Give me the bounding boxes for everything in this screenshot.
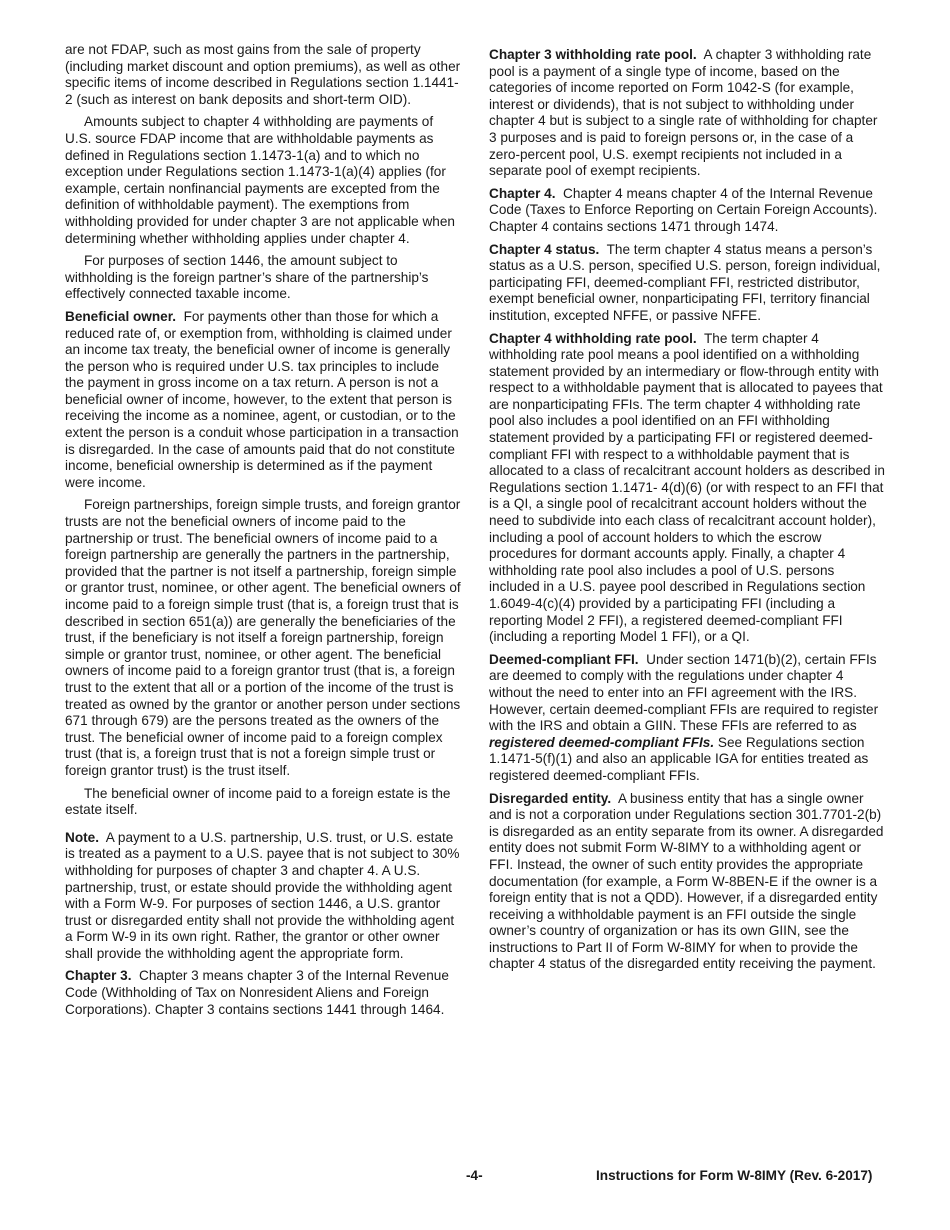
right-column [489, 47, 885, 979]
definition-text: A business entity that has a single owner and is not a corporation under Regulations section 301.7701-2(b) is disregarded as an entity separate from its owner. A disregarded entity does not submit Form W-8IMY to a withholding agent or FFI. Instead, the owner of such entity provides the appropriate documentation (for example, a Form W-8BEN-E if the owner is a foreign entity that is not a QDD). However, if a disregarded entity receiving a withholdable payment is an FFI outside the single owner’s country of organization or has its own GIIN, see the instructions to Part II of Form W-8IMY for when to provide the chapter 4 status of the disregarded entity receiving the payment. [489, 790, 884, 972]
term-chapter-4: Chapter 4. [489, 185, 556, 201]
definition-text: For payments other than those for which a reduced rate of, or exemption from, withholding is claimed under an income tax treaty, the beneficial owner of income is generally the person who is required under U.S. tax principles to include the payment in gross income on a tax return. A person is not a beneficial owner of income, however, to the extent that person is receiving the income as a nominee, agent, or custodian, or to the extent the person is a conduit whose participation in a transaction is disregarded. In the case of amounts paid that do not constitute income, beneficial ownership is determined as if the payment were income. [65, 308, 459, 490]
term-note: Note. [65, 829, 99, 845]
term-deemed-compliant-ffi: Deemed-compliant FFI. [489, 651, 639, 667]
left-column [65, 42, 461, 1024]
definition-disregarded-entity [489, 791, 885, 974]
definition-text: The term chapter 4 status means a person’s status as a U.S. person, specified U.S. person, foreign individual, participating FFI, deemed-compliant FFI, restricted distributor, exempt beneficial owner, nonparticipating FFI, territory financial institution, excepted NFFE, or passive NFFE. [489, 241, 881, 323]
paragraph-foreign-estate: The beneficial owner of income paid to a foreign estate is the estate itself. [65, 785, 451, 818]
definition-text: The term chapter 4 withholding rate pool means a pool identified on a withholding statement provided by an intermediary or flow-through entity with respect to a withholdable payment that is allocated to payees that are nonparticipating FFIs. The term chapter 4 withholding rate pool also includes a pool identified on an FFI withholding statement provided by a participating FFI or registered deemed-compliant FFI with respect to a withholdable payment that is allocated to a class of recalcitrant account holders as described in Regulations section 1.1471- 4(d)(6) (or with respect to an FFI that is a QI, a single pool of recalcitrant account holders without the need to subdivide into each class of recalcitrant account holder), including a pool of account holders to which the escrow procedures for dormant accounts apply. Finally, a chapter 4 withholding rate pool also includes a pool of U.S. persons included in a U.S. payee pool described in Regulations section 1.6049-4(c)(4) provided by a participating FFI (including a reporting Model 2 FFI), a registered deemed-compliant FFI (including a reporting Model 1 FFI), or a QI. [489, 330, 885, 645]
definition-chapter-4-status [489, 242, 885, 325]
definition-text: Chapter 3 means chapter 3 of the Internal Revenue Code (Withholding of Tax on Nonresident Aliens and Foreign Corporations). Chapter 3 contains sections 1441 through 1464. [65, 968, 449, 1017]
definition-chapter-3-pool [489, 47, 885, 180]
term-beneficial-owner: Beneficial owner. [65, 308, 177, 324]
definition-beneficial-owner [65, 309, 461, 492]
definition-text: A chapter 3 withholding rate pool is a payment of a single type of income, based on the categories of income reported on Form 1042-S (for example, interest or dividends), that is not subject to withholding under chapter 4 but is subject to a single rate of withholding for chapter 3 purposes and is paid to foreign persons or, in the case of a zero-percent pool, U.S. exempt recipients not included in a separate pool of exempt recipients. [489, 47, 878, 179]
term-chapter-3: Chapter 3. [65, 968, 132, 984]
definition-chapter-3 [65, 968, 461, 1018]
page-number: -4- [466, 1168, 483, 1183]
paragraph-foreign-partnerships: Foreign partnerships, foreign simple trusts, and foreign grantor trusts are not the beneficial owners of income paid to the partnership or trust. The beneficial owners of income paid to a foreign partnership are generally the partners in the partnership, provided that the partner is not itself a partnership, foreign simple or grantor trust, nominee, or other agent. The beneficial owners of income paid to a foreign simple trust (that is, a foreign trust that is described in section 651(a)) are generally the beneficiaries of the trust, if the beneficiary is not itself a foreign partnership, foreign simple or grantor trust, nominee, or other agent. The beneficial owners of income paid to a foreign grantor trust (that is, a foreign trust to the extent that all or a portion of the income of the trust is treated as owned by the grantor or another person under sections 671 through 679) are the persons treated as the owners of the trust. The beneficial owner of income paid to a foreign complex trust (that is, a foreign trust that is not a foreign simple trust or foreign grantor trust) is the trust itself. [65, 497, 461, 778]
definition-deemed-compliant-ffi [489, 652, 885, 785]
term-chapter-3-pool: Chapter 3 withholding rate pool. [489, 47, 697, 62]
paragraph-section-1446: For purposes of section 1446, the amount subject to withholding is the foreign partner’s share of the partnership’s effectively connected taxable income. [65, 253, 429, 302]
form-title: Instructions for Form W-8IMY (Rev. 6-2017) [596, 1168, 873, 1183]
definition-text: Chapter 4 means chapter 4 of the Internal Revenue Code (Taxes to Enforce Reporting on Certain Foreign Accounts). Chapter 4 contains sections 1471 through 1474. [489, 185, 878, 234]
definition-chapter-4-pool [489, 331, 885, 646]
definition-text: Under section 1471(b)(2), certain FFIs are deemed to comply with the regulations under chapter 4 without the need to enter into an FFI agreement with the IRS. However, certain deemed-compliant FFIs are required to register with the IRS and obtain a GIIN. These FFIs are referred to as [489, 651, 879, 734]
term-disregarded-entity: Disregarded entity. [489, 790, 612, 806]
term-chapter-4-status: Chapter 4 status. [489, 241, 600, 257]
emphasis-registered-ffis: registered deemed-compliant FFIs. [489, 734, 715, 750]
term-chapter-4-pool: Chapter 4 withholding rate pool. [489, 330, 697, 346]
paragraph-chapter4-amounts: Amounts subject to chapter 4 withholding are payments of U.S. source FDAP income that are withholdable payments as defined in Regulations section 1.1473-1(a) and to which no exception under Regulations section 1.1473-1(a)(4) applies (for example, certain nonfinancial payments are excepted from the definition of withholdable payment). The exemptions from withholding provided for under chapter 3 are not applicable when determining whether withholding applies under chapter 4. [65, 114, 455, 246]
paragraph-fdap-exclusions: are not FDAP, such as most gains from the sale of property (including market discount and option premiums), as well as other specific items of income described in Regulations section 1.1441-2 (such as interest on bank deposits and short-term OID). [65, 42, 461, 107]
definition-text-continued: See Regulations section 1.1471-5(f)(1) and also an applicable IGA for entities treated as registered deemed-compliant FFIs. [489, 734, 869, 783]
definition-chapter-4 [489, 186, 885, 236]
note-us-partnership [65, 830, 461, 963]
note-text: A payment to a U.S. partnership, U.S. trust, or U.S. estate is treated as a payment to a U.S. payee that is not subject to 30% withholding for purposes of chapter 3 and chapter 4. A U.S. partnership, trust, or estate should provide the withholding agent with a Form W-9. For purposes of section 1446, a U.S. grantor trust or disregarded entity shall not provide the withholding agent a Form W-9 in its own right. Rather, the grantor or other owner shall provide the withholding agent the appropriate form. [65, 829, 460, 961]
